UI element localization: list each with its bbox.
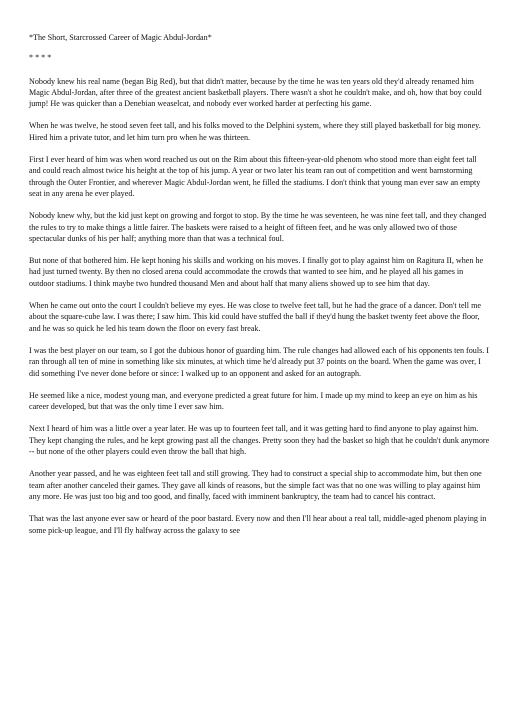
section-separator: * * * * [29,53,52,63]
paragraph-11: That was the last anyone ever saw or heard of the poor bastard. Every now and then I'll hear about a real tall, middle-aged phenom playing in some pick-up league, and I'll fly halfway across the galaxy to see [29,514,487,535]
paragraph-4: Nobody knew why, but the kid just kept on growing and forgot to stop. By the time he was seventeen, he was nine feet tall, and they changed the rules to try to make things a little fairer. The baskets were raised to a height of fifteen feet, and he was only allowed two of those spectacular dunks of his per half; anything more than that was a technical foul. [29,211,487,243]
paragraph-3: First I ever heard of him was when word reached us out on the Rim about this fifteen-year-old phenom who stood more than eight feet tall and could reach almost twice his height at the top of his jump. A year or two later his team ran out of competition and went barnstorming through the Outer Frontier, and wherever Magic Abdul-Jordan went, he filled the stadiums. I don't think that young man ever saw an empty seat in any arena he ever played. [29,155,481,198]
document-title: *The Short, Starcrossed Career of Magic Abdul-Jordan* [29,33,212,42]
paragraph-1: Nobody knew his real name (began Big Red), but that didn't matter, because by the time he was ten years old they'd already renamed him Magic Abdul-Jordan, after three of the greatest ancient basketball players. There wasn't a shot he couldn't make, and oh, how that boy could jump! He was quicker than a Denebian weaselcat, and nobody ever worked harder at perfecting his game. [29,76,482,109]
paragraph-8: He seemed like a nice, modest young man, and everyone predicted a great future for him. I made up my mind to keep an eye on him as his career developed, but that was the only time I ever saw him. [29,390,478,412]
paragraph-10: Another year passed, and he was eighteen feet tall and still growing. They had to construct a special ship to accommodate him, but then one team after another canceled their games. They gave all kinds of reasons, but the simple fact was that no one was willing to play against him any more. He was just too big and too good, and finally, faced with imminent bankruptcy, the team had to cancel his contract. [29,469,482,501]
paragraph-9: Next I heard of him was a little over a year later. He was up to fourteen feet tall, and it was getting hard to find anyone to play against him. They kept changing the rules, and he kept growing past all the changes. Pretty soon they had the basket so high that he couldn't dunk anymore -- but none of the other players could even throw the ball that high. [29,424,490,457]
paragraph-2: When he was twelve, he stood seven feet tall, and his folks moved to the Delphini system, where they still played basketball for big money. Hired him a private tutor, and let him turn pro when he was thirteen. [29,121,481,142]
paragraph-6: When he came out onto the court I couldn't believe my eyes. He was close to twelve feet tall, but he had the grace of a dancer. Don't tell me about the square-cube law. I was there; I saw him. This kid could have stuffed the ball if they'd hung the basket twenty feet above the floor, and he was so quick he led his team down the floor on every fast break. [29,301,481,333]
paragraph-5: But none of that bothered him. He kept honing his skills and working on his moves. I finally got to play against him on Ragitura II, when he had just turned twenty. By then no closed arena could accommodate the crowds that wanted to see him, and he played all his games in outdoor stadiums. I think maybe two hundred thousand Men and about half that many aliens showed up to see him that day. [29,256,484,288]
paragraph-7: I was the best player on our team, so I got the dubious honor of guarding him. The rule changes had allowed each of his opponents ten fouls. I ran through all ten of mine in something like six minutes, at which time he'd already put 37 points on the board. When the game was over, I did something I've never done before or since: I walked up to an opponent and asked for an autograph. [29,345,489,378]
